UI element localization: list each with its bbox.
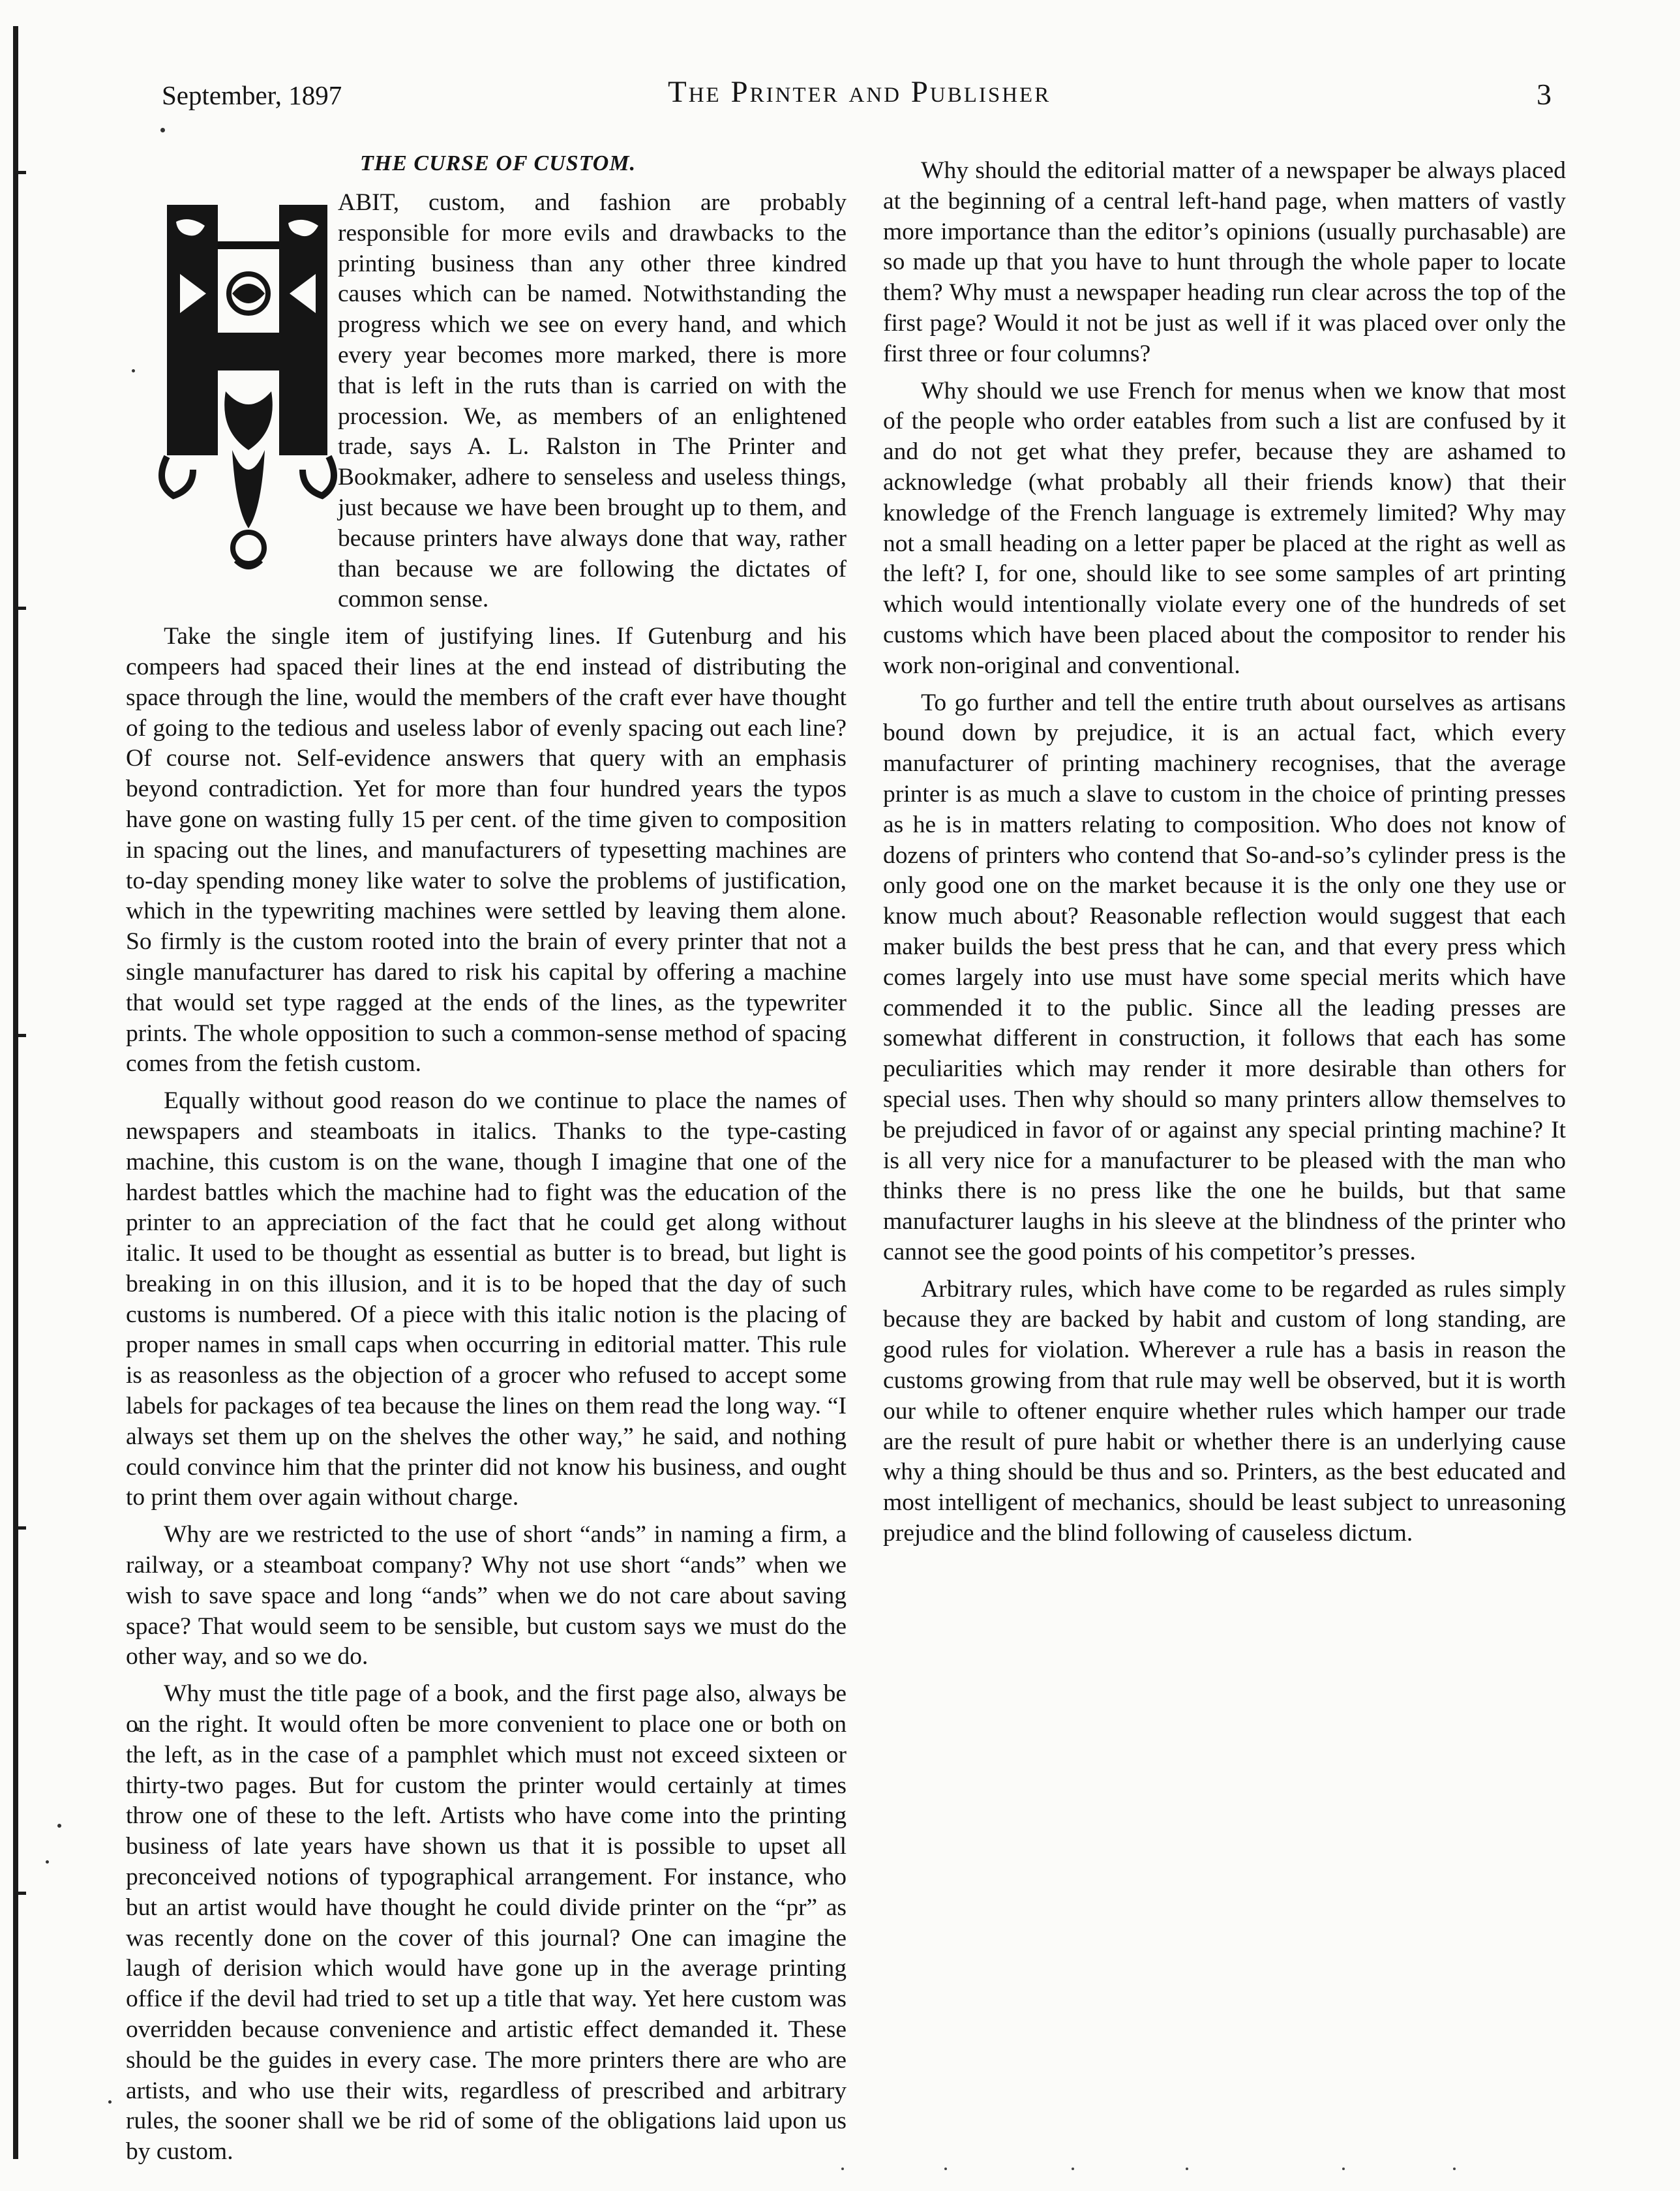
article-paragraph: Why are we restricted to the use of short “ands” in naming a firm, a railway, or a steamboat company? Why not use short “ands” when we wish to save space and long “ands” when we do not care about saving space? That would seem to be sensible, but custom says we must do the other way, and so we do. [126,1521,847,1670]
article-paragraph: Why must the title page of a book, and the first page also, always be on the right. It would often be more convenient to place one or both on the left, as in the case of a pamphlet which must not exceed sixteen or thirty-two pages. But for custom the printer would certainly at times throw one of these to the left. Artists who have come into the printing business of late years have shown us that it is possible to upset all preconceived notions of typographical arrangement. For instance, who but an artist would have thought he could divide printer on the “pr” as was recently done on the cover of this journal? One can imagine the laugh of derision which would have gone up in the average printing office if the devil had tried to set up a title that way. Yet here custom was overridden because convenience and artistic effect demanded it. These should be the guides in every case. The more printers there are who are artists, and who use their wits, regardless of prescribed and arbitrary rules, the sooner shall we be rid of some of the obligations laid upon us by custom. [126,1680,847,2166]
article-paragraph: ABIT, custom, and fashion are probably responsible for more evils and drawbacks to the printing business than any other three kindred causes which can be named. Notwithstanding the progress which we see on every hand, and which every year becomes more marked, there is more that is left in the ruts than is carried on with the procession. We, as members of an enlightened trade, says A. L. Ralston in The Printer and Bookmaker, adhere to senseless and useless things, just because we have been brought up to them, and because printers have always done that way, rather than because we are following the dictates of common sense. [338,189,847,613]
article-paragraph: Why should the editorial matter of a newspaper be always placed at the beginning of a central left-hand page, when matters of vastly more importance than the editor’s opinions (usually purchasable) are so made up that you have to hunt through the whole paper to locate them? Why must a newspaper heading run clear across the top of the first page? Would it not be just as well if it was placed over only the first three or four columns? [883,157,1566,367]
article-title: THE CURSE OF CUSTOM. [360,151,637,175]
article-column-right [883,156,1566,1549]
article-paragraph: To go further and tell the entire truth about ourselves as artisans bound down by prejudice, it is an actual fact, which every manufacturer of printing machinery recognises, that the average printer is as much a slave to custom in the choice of printing presses as he is in matters relating to composition. Who does not know of dozens of printers who contend that So-and-so’s cylinder press is the only good one on the market because it is the only one they use or know much about? Reasonable reflection would suggest that each maker builds the best press that he can, and that every press which comes largely into use must have some special merits which have commended it to the public. Since all the leading presses are somewhat different in construction, it follows that each has some peculiarities which may render it more desirable than others for special uses. Then why should so many printers allow themselves to be prejudiced in favor of or against any special printing machine? It is all very nice for a manufacturer to be pleased with the man who thinks there is no press like the one he builds, but that same manufacturer laughs in his sleeve at the blindness of the printer who cannot see the good points of his competitor’s presses. [883,689,1566,1265]
print-speck [46,1860,49,1864]
article-paragraph: Why should we use French for menus when we know that most of the people who order eatables from such a list are confused by it and do not get what they prefer, because they are ashamed to acknowledge (what probably all their friends know) that their knowledge of the French language is extremely limited? Why may not a small heading on a letter paper be placed at the right as well as the left? I, for one, should like to see some samples of art printing which would intentionally violate every one of the hundreds of set customs which have been placed about the compositor to render his work non-original and conventional. [883,377,1566,679]
binding-tick [17,171,26,174]
binding-rule [13,26,18,2159]
print-speck [108,2100,112,2104]
header-date: September, 1897 [162,80,342,110]
binding-tick [17,1892,26,1895]
print-speck [57,1824,61,1828]
binding-tick [17,607,26,610]
binding-tick [17,1526,26,1530]
article-column-left [126,188,847,2168]
footer-specks [835,2166,1487,2172]
article-paragraph: Arbitrary rules, which have come to be regarded as rules simply because they are backed by habit and custom of long standing, are good rules for violation. Wherever a rule has a basis in reason the customs growing from that rule may well be observed, but it is worth our while to oftener enquire whether rules which hamper our trade are the result of pure habit or whether there is an underlying cause why a thing should be thus and so. Printers, as the best educated and most intelligent of mechanics, should be least subject to unreasoning prejudice and the blind following of causeless dictum. [883,1275,1566,1547]
page-number: 3 [1537,78,1552,111]
article-paragraph: Take the single item of justifying lines. If Gutenburg and his compeers had spaced their lines at the end instead of distributing the space through the line, would the members of the craft ever have thought of going to the tedious and useless labor of evenly spacing out each line? Of course not. Self-evidence answers that query with an emphasis beyond contradiction. Yet for more than four hundred years the typos have gone on wasting fully 15 per cent. of the time given to composition in spacing out the lines, and manufacturers of typesetting machines are to-day spending money like water to solve the problems of justification, which in the typewriting machines were settled by leaving them alone. So firmly is the custom rooted into the brain of every printer that not a single manufacturer has dared to risk his capital by offering a machine that would set type ragged at the ends of the lines, as the typewriter prints. The whole opposition to such a common-sense method of spacing comes from the fetish custom. [126,623,847,1078]
article-paragraph: Equally without good reason do we continue to place the names of newspapers and steamboats in italics. Thanks to the type-casting machine, this custom is on the wane, though I imagine that one of the hardest battles which the machine had to fight was the education of the printer to an appreciation of the fact that he could get along without italic. It used to be thought as essential as butter is to bread, but light is breaking in on this illusion, and it is to be hoped that the day of such customs is numbered. Of a piece with this italic notion is the placing of proper names in small caps when occurring in editorial matter. This rule is as reasonless as the objection of a grocer who refused to accept some labels for packages of tea because the lines on them read the long way. “I always set them up on the shelves the other way,” he said, and nothing could convince him that the printer did not know his business, and ought to print them over again without charge. [126,1087,847,1511]
print-speck [160,128,165,132]
header-title: The Printer and Publisher [668,75,1051,109]
binding-tick [17,1034,26,1037]
